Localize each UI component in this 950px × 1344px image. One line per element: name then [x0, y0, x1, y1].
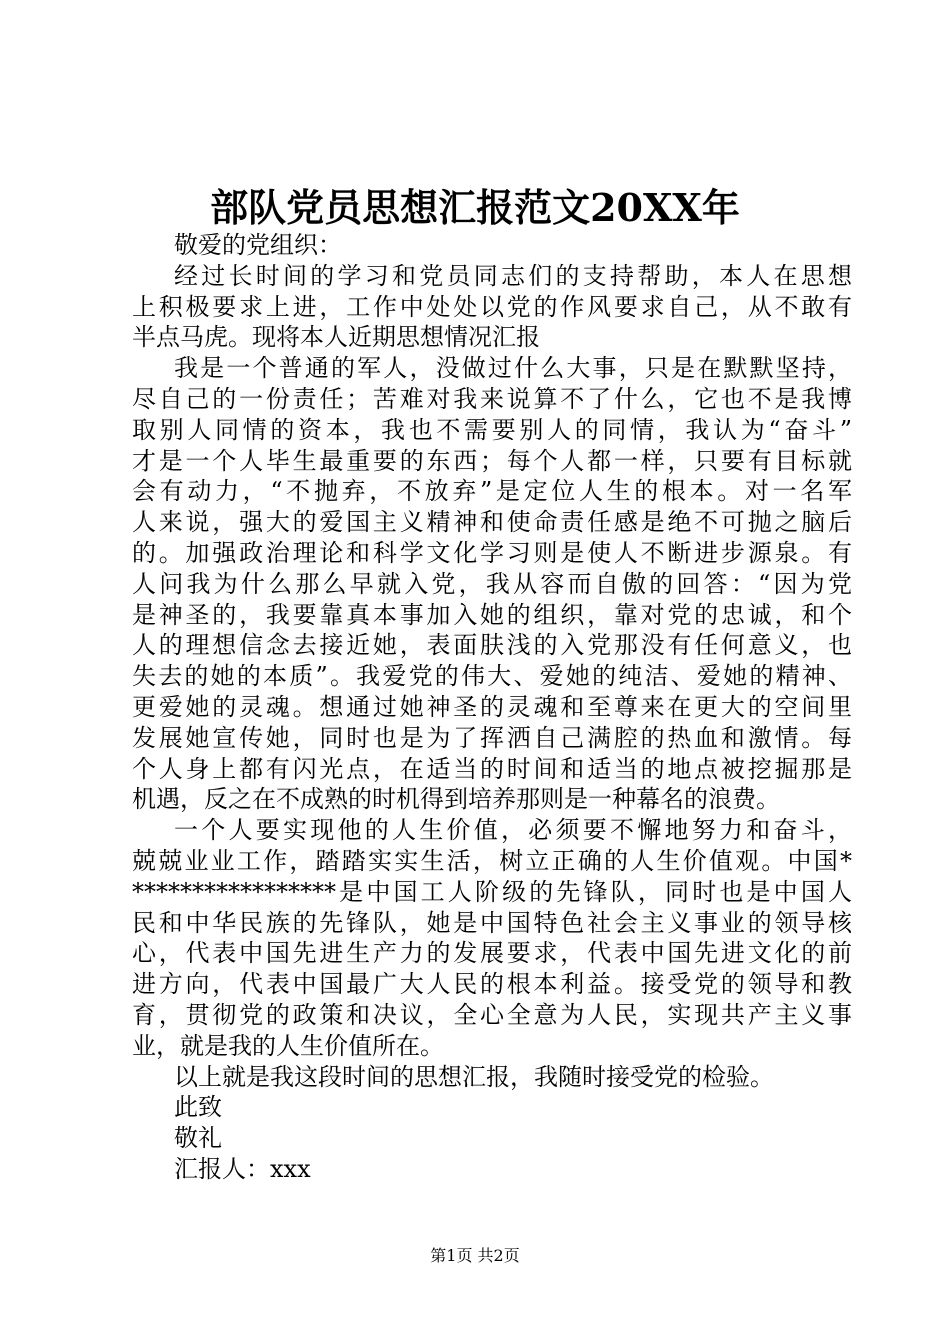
- paragraph-2-line: 是神圣的，我要靠真本事加入她的组织，靠对党的忠诚，和个: [132, 600, 852, 629]
- paragraph-3-line: 进方向，代表中国最广大人民的根本利益。接受党的领导和教: [132, 970, 852, 999]
- paragraph-2-line: 失去的她的本质”。我爱党的伟大、爱她的纯洁、爱她的精神、: [132, 662, 852, 691]
- paragraph-2-line: 更爱她的灵魂。想通过她神圣的灵魂和至尊来在更大的空间里: [132, 692, 852, 721]
- paragraph-2-line: 才是一个人毕生最重要的东西；每个人都一样，只要有目标就: [132, 446, 852, 475]
- paragraph-3-line: 一个人要实现他的人生价值，必须要不懈地努力和奋斗，: [174, 816, 852, 845]
- paragraph-2-line: 人问我为什么那么早就入党，我从容而自傲的回答：“因为党: [132, 569, 852, 598]
- paragraph-2-line: 人的理想信念去接近她，表面肤浅的入党那没有任何意义，也: [132, 631, 852, 660]
- paragraph-1-line: 半点马虎。现将本人近期思想情况汇报: [132, 323, 540, 352]
- paragraph-3-line: 民和中华民族的先锋队，她是中国特色社会主义事业的领导核: [132, 908, 852, 937]
- paragraph-3-line: 心，代表中国先进生产力的发展要求，代表中国先进文化的前: [132, 939, 852, 968]
- paragraph-2-line: 取别人同情的资本，我也不需要别人的同情，我认为“奋斗”: [132, 415, 852, 444]
- paragraph-2-line: 机遇，反之在不成熟的时机得到培养那则是一种幕名的浪费。: [132, 785, 780, 814]
- paragraph-2-line: 发展她宣传她，同时也是为了挥洒自己满腔的热血和激情。每: [132, 723, 852, 752]
- page-number-footer: 第1页 共2页: [430, 1246, 520, 1265]
- paragraph-2-line: 尽自己的一份责任；苦难对我来说算不了什么，它也不是我博: [132, 384, 852, 413]
- paragraph-1-line: 经过长时间的学习和党员同志们的支持帮助，本人在思想: [174, 261, 852, 290]
- paragraph-3-line: 业，就是我的人生价值所在。: [132, 1031, 444, 1060]
- paragraph-2-line: 的。加强政治理论和科学文化学习则是使人不断进步源泉。有: [132, 538, 852, 567]
- paragraph-2-line: 会有动力，“不抛弃，不放弃”是定位人生的根本。对一名军: [132, 477, 852, 506]
- paragraph-3-line: *****************是中国工人阶级的先锋队，同时也是中国人: [132, 877, 852, 906]
- closing-cizhi: 此致: [174, 1093, 222, 1122]
- paragraph-1-line: 上积极要求上进，工作中处处以党的作风要求自己，从不敢有: [132, 292, 852, 321]
- reporter-signature: 汇报人：xxx: [174, 1154, 311, 1183]
- paragraph-3-line: 兢兢业业工作，踏踏实实生活，树立正确的人生价值观。中国*: [132, 846, 852, 875]
- closing-jingli: 敬礼: [174, 1124, 222, 1153]
- closing-statement: 以上就是我这段时间的思想汇报，我随时接受党的检验。: [174, 1062, 774, 1091]
- salutation: 敬爱的党组织：: [174, 231, 342, 259]
- document-body: [132, 230, 852, 1185]
- paragraph-2-line: 人来说，强大的爱国主义精神和使命责任感是绝不可抛之脑后: [132, 508, 852, 537]
- paragraph-2-line: 个人身上都有闪光点，在适当的时间和适当的地点被挖掘那是: [132, 754, 852, 783]
- paragraph-3-line: 育，贯彻党的政策和决议，全心全意为人民，实现共产主义事: [132, 1000, 852, 1029]
- document-title: 部队党员思想汇报范文20XX年: [210, 185, 740, 230]
- paragraph-2-line: 我是一个普通的军人，没做过什么大事，只是在默默坚持，: [174, 354, 852, 383]
